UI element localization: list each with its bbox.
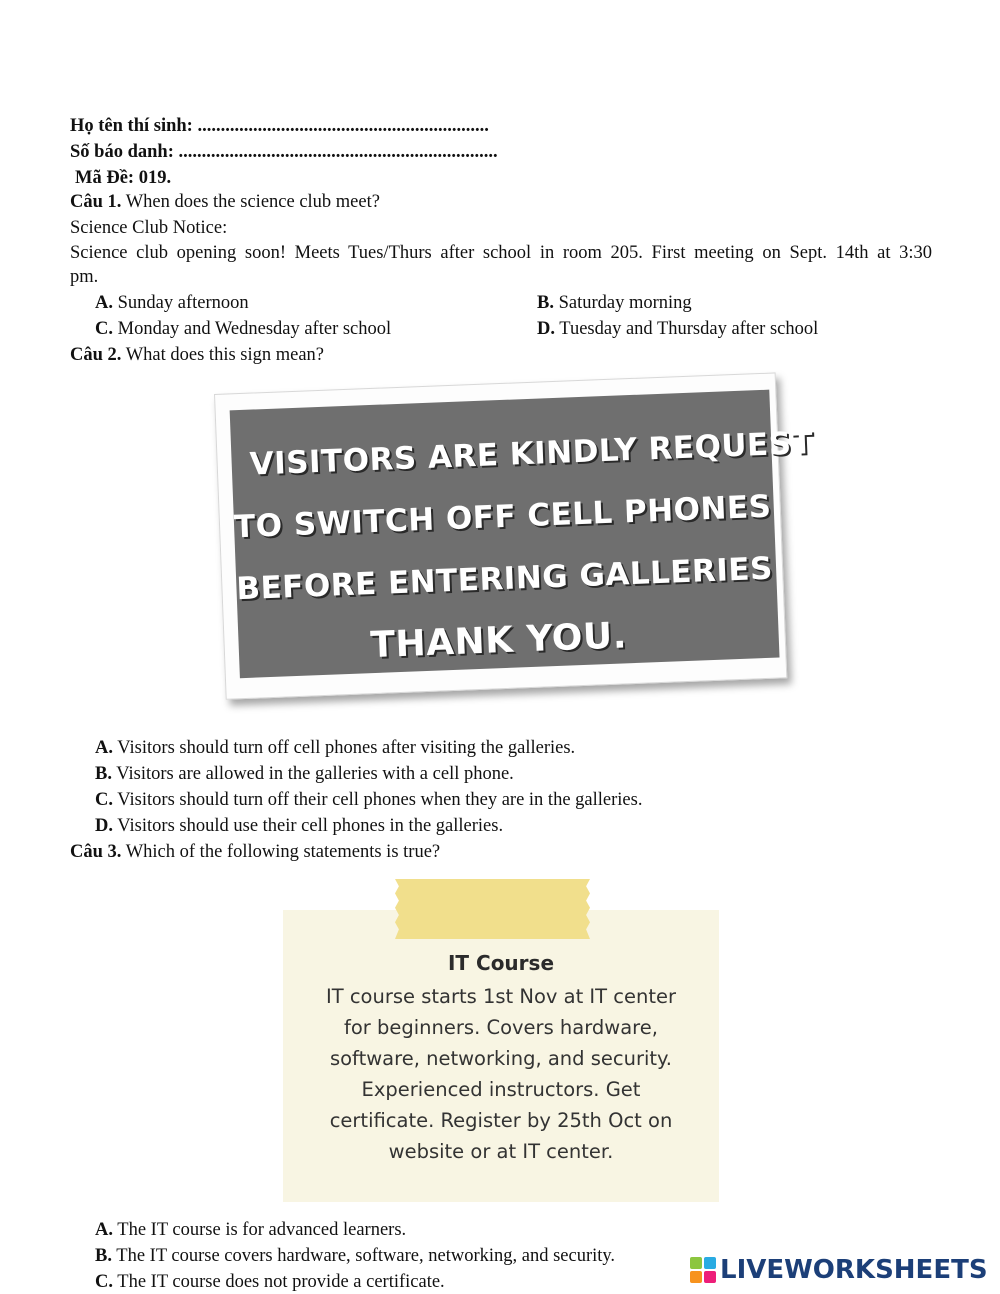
logo-text: LIVEWORKSHEETS [720, 1255, 988, 1285]
note-body [283, 981, 719, 1167]
question-1-text: When does the science club meet? [125, 192, 380, 212]
question-2-number: Câu 2. [70, 345, 122, 365]
note-title: IT Course [447, 951, 555, 975]
logo-square [690, 1257, 702, 1269]
q2-option-d[interactable]: D. Visitors should use their cell phones in the galleries. [95, 816, 504, 836]
sign-line-4: THANK YOU. [369, 615, 628, 667]
note-line: certificate. Register by 25th Oct on [329, 1109, 673, 1132]
sign-line-1: VISITORS ARE KINDLY REQUEST [249, 425, 814, 483]
logo-mark-icon [690, 1257, 716, 1283]
q3-option-b[interactable]: B. The IT course covers hardware, software, networking, and security. [95, 1246, 616, 1266]
q1-option-a[interactable]: A. Sunday afternoon [95, 293, 249, 313]
tape-strip [395, 879, 590, 939]
sign-paper [214, 372, 814, 699]
sign-panel [230, 390, 814, 679]
notice-title: Science Club Notice: [70, 218, 228, 238]
logo-square [690, 1271, 702, 1283]
q3-option-c[interactable]: C. The IT course does not provide a certificate. [95, 1272, 445, 1292]
candidate-name-label: Họ tên thí sinh: ............................................................... [70, 116, 489, 136]
note-line: IT course starts 1st Nov at IT center [325, 985, 677, 1008]
q2-option-b[interactable]: B. Visitors are allowed in the galleries with a cell phone. [95, 764, 514, 784]
sign-line-2: TO SWITCH OFF CELL PHONES [233, 488, 773, 546]
note-line: website or at IT center. [388, 1140, 614, 1163]
question-3-number: Câu 3. [70, 842, 122, 862]
notice-body-line-2: pm. [70, 267, 99, 287]
exam-code: Mã Đề: 019. [75, 168, 172, 188]
candidate-id-label: Số báo danh: ..................................................................... [70, 142, 498, 162]
q2-option-c[interactable]: C. Visitors should turn off their cell phones when they are in the galleries. [95, 790, 643, 810]
logo-square [704, 1257, 716, 1269]
question-2 [70, 343, 324, 367]
q3-option-a[interactable]: A. The IT course is for advanced learners. [95, 1220, 407, 1240]
liveworksheets-logo[interactable] [690, 1253, 988, 1287]
question-1-number: Câu 1. [70, 192, 122, 212]
q1-option-d[interactable]: D. Tuesday and Thursday after school [537, 319, 819, 339]
logo-square [704, 1271, 716, 1283]
question-1 [70, 190, 380, 214]
sign-text [231, 414, 814, 682]
sign-line-3: BEFORE ENTERING GALLERIES [235, 550, 774, 608]
note-line: software, networking, and security. [329, 1047, 673, 1070]
q1-option-c[interactable]: C. Monday and Wednesday after school [95, 319, 392, 339]
phone-sign-image [206, 378, 814, 720]
question-3-text: Which of the following statements is true? [125, 842, 441, 862]
question-2-text: What does this sign mean? [125, 345, 325, 365]
note-line: for beginners. Covers hardware, [344, 1016, 658, 1039]
note-line: Experienced instructors. Get [361, 1078, 641, 1101]
notice-body-line-1: Science club opening soon! Meets Tues/Thurs after school in room 205. First meeting on Sept. 14th at 3:30 [70, 243, 932, 263]
question-3 [70, 840, 440, 864]
q1-option-b[interactable]: B. Saturday morning [537, 293, 692, 313]
q2-option-a[interactable]: A. Visitors should turn off cell phones after visiting the galleries. [95, 738, 576, 758]
